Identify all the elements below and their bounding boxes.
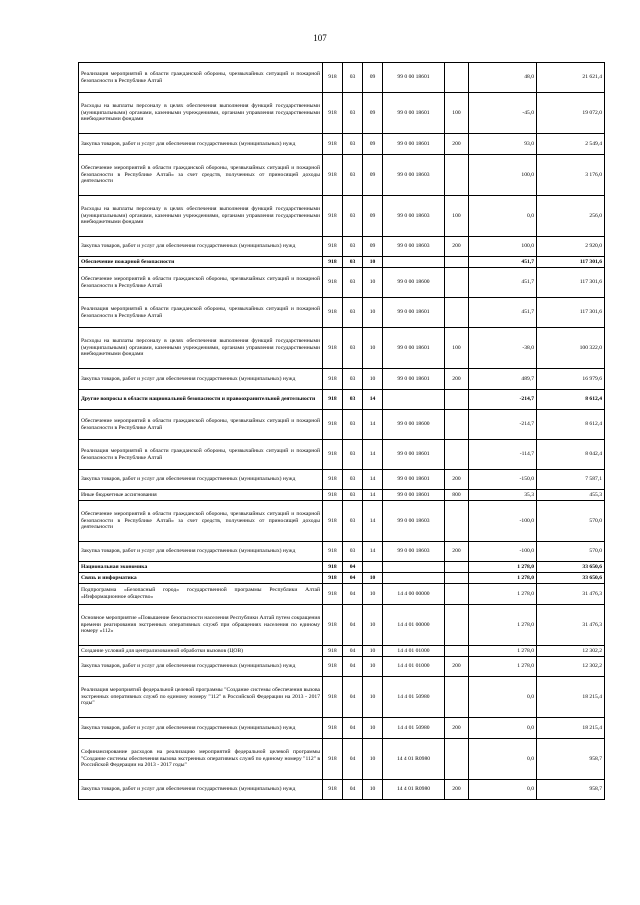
grbs-code-cell: 918: [323, 573, 343, 584]
grbs-code-cell: 918: [323, 440, 343, 470]
target-article-cell: 99 0 00 18600: [383, 410, 445, 440]
table-row: [79, 542, 605, 562]
target-article-cell: 14 4 01 R0980: [383, 780, 445, 800]
item-name-cell: Обеспечение мероприятий в области гражданской обороны, чрезвычайных ситуаций и пожарной безопасности в Республике Алтай: [79, 268, 323, 298]
grbs-code-cell: 918: [323, 257, 343, 268]
target-article-cell: [383, 257, 445, 268]
expense-type-cell: 200: [445, 657, 469, 677]
section-code-cell: 04: [343, 584, 363, 605]
expense-type-cell: [445, 677, 469, 718]
section-code-cell: 03: [343, 501, 363, 542]
expense-type-cell: [445, 155, 469, 196]
grbs-code-cell: 918: [323, 739, 343, 780]
total-amount-cell: 8 042,4: [537, 440, 605, 470]
section-code-cell: 03: [343, 369, 363, 390]
section-code-cell: 03: [343, 268, 363, 298]
table-row: [79, 470, 605, 490]
section-code-cell: 04: [343, 573, 363, 584]
budget-table-body: [79, 63, 605, 800]
target-article-cell: 99 0 00 18601: [383, 440, 445, 470]
target-article-cell: [383, 573, 445, 584]
section-code-cell: 03: [343, 328, 363, 369]
subsection-code-cell: [363, 562, 383, 573]
item-name-cell: Закупка товаров, работ и услуг для обеспечения государственных (муниципальных) нужд: [79, 542, 323, 562]
subsection-code-cell: 09: [363, 93, 383, 134]
total-amount-cell: 31 476,3: [537, 584, 605, 605]
item-name-cell: Закупка товаров, работ и услуг для обеспечения государственных (муниципальных) нужд: [79, 657, 323, 677]
total-amount-cell: 256,0: [537, 196, 605, 237]
total-amount-cell: 455,3: [537, 490, 605, 501]
expense-type-cell: [445, 739, 469, 780]
grbs-code-cell: 918: [323, 298, 343, 328]
change-amount-cell: 1 278,0: [469, 562, 537, 573]
expense-type-cell: 800: [445, 490, 469, 501]
total-amount-cell: 2 920,0: [537, 237, 605, 257]
table-row: [79, 501, 605, 542]
section-code-cell: 03: [343, 196, 363, 237]
item-name-cell: Другие вопросы в области национальной безопасности и правоохранительной деятельности: [79, 390, 323, 410]
expense-type-cell: 100: [445, 196, 469, 237]
item-name-cell: Связь и информатика: [79, 573, 323, 584]
target-article-cell: 99 0 00 18601: [383, 63, 445, 93]
subsection-code-cell: 10: [363, 573, 383, 584]
total-amount-cell: 33 650,6: [537, 573, 605, 584]
total-amount-cell: 7 587,1: [537, 470, 605, 490]
change-amount-cell: 0,0: [469, 677, 537, 718]
table-row: [79, 739, 605, 780]
subsection-code-cell: 14: [363, 542, 383, 562]
item-name-cell: Подпрограмма «Безопасный город» государственной программы Республики Алтай «Информационное общество»: [79, 584, 323, 605]
item-name-cell: Обеспечение мероприятий в области гражданской обороны, чрезвычайных ситуаций и пожарной безопасности в Республике Алтай» за счет средств, полученных от приносящей доходы деятельности: [79, 501, 323, 542]
item-name-cell: Обеспечение пожарной безопасности: [79, 257, 323, 268]
subsection-code-cell: 10: [363, 677, 383, 718]
target-article-cell: 99 0 00 18603: [383, 237, 445, 257]
table-row: [79, 257, 605, 268]
subsection-code-cell: 14: [363, 390, 383, 410]
item-name-cell: Закупка товаров, работ и услуг для обеспечения государственных (муниципальных) нужд: [79, 237, 323, 257]
total-amount-cell: 8 612,4: [537, 390, 605, 410]
subsection-code-cell: 09: [363, 134, 383, 155]
table-row: [79, 584, 605, 605]
total-amount-cell: 958,7: [537, 739, 605, 780]
total-amount-cell: 12 302,2: [537, 657, 605, 677]
subsection-code-cell: 14: [363, 501, 383, 542]
table-row: [79, 93, 605, 134]
change-amount-cell: -100,0: [469, 542, 537, 562]
subsection-code-cell: 10: [363, 718, 383, 739]
grbs-code-cell: 918: [323, 490, 343, 501]
change-amount-cell: 1 278,0: [469, 657, 537, 677]
table-row: [79, 369, 605, 390]
expense-type-cell: 100: [445, 93, 469, 134]
target-article-cell: 99 0 00 18603: [383, 155, 445, 196]
item-name-cell: Расходы на выплаты персоналу в целях обеспечения выполнения функций государственными (муниципальными) органами, казенными учреждениями, органами управления государственными внебюджетными фондами: [79, 328, 323, 369]
table-row: [79, 677, 605, 718]
item-name-cell: Закупка товаров, работ и услуг для обеспечения государственных (муниципальных) нужд: [79, 134, 323, 155]
subsection-code-cell: 10: [363, 646, 383, 657]
section-code-cell: 03: [343, 155, 363, 196]
item-name-cell: Закупка товаров, работ и услуг для обеспечения государственных (муниципальных) нужд: [79, 470, 323, 490]
expense-type-cell: 200: [445, 718, 469, 739]
grbs-code-cell: 918: [323, 562, 343, 573]
section-code-cell: 03: [343, 490, 363, 501]
section-code-cell: 03: [343, 63, 363, 93]
change-amount-cell: 0,0: [469, 196, 537, 237]
total-amount-cell: 100 322,0: [537, 328, 605, 369]
section-code-cell: 04: [343, 657, 363, 677]
expense-type-cell: 200: [445, 780, 469, 800]
grbs-code-cell: 918: [323, 93, 343, 134]
item-name-cell: Реализация мероприятий федеральной целевой программы "Создание системы обеспечения вызова экстренных оперативных служб по единому номеру "112" в Российской Федерации на 2013 - 2017 годы": [79, 677, 323, 718]
section-code-cell: 04: [343, 718, 363, 739]
target-article-cell: [383, 390, 445, 410]
item-name-cell: Иные бюджетные ассигнования: [79, 490, 323, 501]
subsection-code-cell: 14: [363, 470, 383, 490]
grbs-code-cell: 918: [323, 470, 343, 490]
section-code-cell: 04: [343, 562, 363, 573]
table-row: [79, 410, 605, 440]
grbs-code-cell: 918: [323, 155, 343, 196]
expense-type-cell: [445, 63, 469, 93]
expense-type-cell: [445, 410, 469, 440]
change-amount-cell: -100,0: [469, 501, 537, 542]
change-amount-cell: 93,0: [469, 134, 537, 155]
table-row: [79, 573, 605, 584]
item-name-cell: Реализация мероприятий в области гражданской обороны, чрезвычайных ситуаций и пожарной безопасности в Республике Алтай: [79, 298, 323, 328]
table-row: [79, 490, 605, 501]
target-article-cell: 14 4 01 01000: [383, 646, 445, 657]
expense-type-cell: [445, 268, 469, 298]
change-amount-cell: 1 278,0: [469, 605, 537, 646]
section-code-cell: 03: [343, 542, 363, 562]
change-amount-cell: 35,3: [469, 490, 537, 501]
grbs-code-cell: 918: [323, 63, 343, 93]
section-code-cell: 04: [343, 780, 363, 800]
change-amount-cell: -38,0: [469, 328, 537, 369]
expense-type-cell: [445, 298, 469, 328]
total-amount-cell: 18 215,4: [537, 677, 605, 718]
subsection-code-cell: 10: [363, 584, 383, 605]
change-amount-cell: -45,0: [469, 93, 537, 134]
table-row: [79, 237, 605, 257]
change-amount-cell: 100,0: [469, 155, 537, 196]
page-number: 107: [313, 33, 327, 43]
target-article-cell: 99 0 00 18601: [383, 490, 445, 501]
change-amount-cell: 0,0: [469, 739, 537, 780]
expense-type-cell: [445, 501, 469, 542]
grbs-code-cell: 918: [323, 780, 343, 800]
subsection-code-cell: 10: [363, 780, 383, 800]
section-code-cell: 03: [343, 298, 363, 328]
change-amount-cell: 489,7: [469, 369, 537, 390]
expense-type-cell: [445, 562, 469, 573]
section-code-cell: 03: [343, 390, 363, 410]
item-name-cell: Закупка товаров, работ и услуг для обеспечения государственных (муниципальных) нужд: [79, 718, 323, 739]
change-amount-cell: 451,7: [469, 298, 537, 328]
expense-type-cell: 100: [445, 328, 469, 369]
item-name-cell: Реализация мероприятий в области гражданской обороны, чрезвычайных ситуаций и пожарной безопасности в Республике Алтай: [79, 440, 323, 470]
expense-type-cell: [445, 390, 469, 410]
total-amount-cell: 31 476,3: [537, 605, 605, 646]
expense-type-cell: 200: [445, 369, 469, 390]
total-amount-cell: 21 621,4: [537, 63, 605, 93]
expense-type-cell: [445, 584, 469, 605]
table-row: [79, 562, 605, 573]
item-name-cell: Основное мероприятие «Повышение безопасности населения Республики Алтай путем сокращения времени реагирования экстренных оперативных служб при обращениях населения по единому номеру «112»: [79, 605, 323, 646]
target-article-cell: 99 0 00 18601: [383, 93, 445, 134]
change-amount-cell: 451,7: [469, 268, 537, 298]
total-amount-cell: 958,7: [537, 780, 605, 800]
subsection-code-cell: 10: [363, 605, 383, 646]
section-code-cell: 03: [343, 257, 363, 268]
section-code-cell: 04: [343, 646, 363, 657]
total-amount-cell: 117 301,6: [537, 298, 605, 328]
grbs-code-cell: 918: [323, 369, 343, 390]
change-amount-cell: 1 278,0: [469, 573, 537, 584]
subsection-code-cell: 14: [363, 490, 383, 501]
change-amount-cell: -150,0: [469, 470, 537, 490]
grbs-code-cell: 918: [323, 677, 343, 718]
target-article-cell: 99 0 00 18600: [383, 268, 445, 298]
table-row: [79, 390, 605, 410]
target-article-cell: 14 4 01 00000: [383, 605, 445, 646]
section-code-cell: 03: [343, 93, 363, 134]
grbs-code-cell: 918: [323, 657, 343, 677]
grbs-code-cell: 918: [323, 328, 343, 369]
item-name-cell: Обеспечение мероприятий в области гражданской обороны, чрезвычайных ситуаций и пожарной безопасности в Республике Алтай» за счет средств, полученных от приносящей доходы деятельности: [79, 155, 323, 196]
section-code-cell: 03: [343, 440, 363, 470]
table-row: [79, 155, 605, 196]
subsection-code-cell: 09: [363, 196, 383, 237]
grbs-code-cell: 918: [323, 410, 343, 440]
total-amount-cell: 117 301,6: [537, 268, 605, 298]
grbs-code-cell: 918: [323, 268, 343, 298]
target-article-cell: 14 4 01 50980: [383, 677, 445, 718]
grbs-code-cell: 918: [323, 718, 343, 739]
grbs-code-cell: 918: [323, 584, 343, 605]
grbs-code-cell: 918: [323, 196, 343, 237]
change-amount-cell: 48,0: [469, 63, 537, 93]
expense-type-cell: 200: [445, 542, 469, 562]
table-row: [79, 134, 605, 155]
change-amount-cell: -214,7: [469, 390, 537, 410]
section-code-cell: 04: [343, 605, 363, 646]
subsection-code-cell: 09: [363, 237, 383, 257]
expense-type-cell: [445, 257, 469, 268]
total-amount-cell: 3 176,0: [537, 155, 605, 196]
item-name-cell: Софинансирование расходов на реализацию мероприятий федеральной целевой программы "Создание системы обеспечения вызова экстренных оперативных служб по единому номеру "112" в Российской Федерации на 2013 - 2017 годы": [79, 739, 323, 780]
table-row: [79, 780, 605, 800]
item-name-cell: Обеспечение мероприятий в области гражданской обороны, чрезвычайных ситуаций и пожарной безопасности в Республике Алтай: [79, 410, 323, 440]
grbs-code-cell: 918: [323, 542, 343, 562]
total-amount-cell: 8 612,4: [537, 410, 605, 440]
table-row: [79, 268, 605, 298]
section-code-cell: 04: [343, 739, 363, 780]
change-amount-cell: 451,7: [469, 257, 537, 268]
item-name-cell: Расходы на выплаты персоналу в целях обеспечения выполнения функций государственными (муниципальными) органами, казенными учреждениями, органами управления государственными внебюджетными фондами: [79, 196, 323, 237]
grbs-code-cell: 918: [323, 237, 343, 257]
target-article-cell: 14 4 01 01000: [383, 657, 445, 677]
table-row: [79, 605, 605, 646]
subsection-code-cell: 10: [363, 657, 383, 677]
total-amount-cell: 33 650,6: [537, 562, 605, 573]
table-row: [79, 196, 605, 237]
subsection-code-cell: 10: [363, 369, 383, 390]
subsection-code-cell: 14: [363, 440, 383, 470]
subsection-code-cell: 14: [363, 410, 383, 440]
total-amount-cell: 570,0: [537, 542, 605, 562]
change-amount-cell: -114,7: [469, 440, 537, 470]
grbs-code-cell: 918: [323, 501, 343, 542]
table-row: [79, 63, 605, 93]
grbs-code-cell: 918: [323, 646, 343, 657]
total-amount-cell: 570,0: [537, 501, 605, 542]
target-article-cell: 14 4 01 R0980: [383, 739, 445, 780]
total-amount-cell: 19 072,0: [537, 93, 605, 134]
item-name-cell: Расходы на выплаты персоналу в целях обеспечения выполнения функций государственными (муниципальными) органами, казенными учреждениями, органами управления государственными внебюджетными фондами: [79, 93, 323, 134]
target-article-cell: 99 0 00 18601: [383, 470, 445, 490]
grbs-code-cell: 918: [323, 605, 343, 646]
expense-type-cell: [445, 573, 469, 584]
target-article-cell: 14 4 00 00000: [383, 584, 445, 605]
table-row: [79, 440, 605, 470]
item-name-cell: Закупка товаров, работ и услуг для обеспечения государственных (муниципальных) нужд: [79, 780, 323, 800]
change-amount-cell: 1 278,0: [469, 646, 537, 657]
target-article-cell: 99 0 00 18603: [383, 501, 445, 542]
change-amount-cell: -214,7: [469, 410, 537, 440]
table-row: [79, 657, 605, 677]
subsection-code-cell: 10: [363, 257, 383, 268]
subsection-code-cell: 10: [363, 739, 383, 780]
expense-type-cell: [445, 440, 469, 470]
section-code-cell: 03: [343, 410, 363, 440]
subsection-code-cell: 10: [363, 298, 383, 328]
item-name-cell: Закупка товаров, работ и услуг для обеспечения государственных (муниципальных) нужд: [79, 369, 323, 390]
target-article-cell: 99 0 00 18603: [383, 196, 445, 237]
section-code-cell: 03: [343, 237, 363, 257]
change-amount-cell: 100,0: [469, 237, 537, 257]
change-amount-cell: 0,0: [469, 718, 537, 739]
grbs-code-cell: 918: [323, 390, 343, 410]
expense-type-cell: [445, 646, 469, 657]
total-amount-cell: 117 301,6: [537, 257, 605, 268]
section-code-cell: 03: [343, 134, 363, 155]
subsection-code-cell: 10: [363, 268, 383, 298]
expense-type-cell: [445, 605, 469, 646]
target-article-cell: 14 4 01 50980: [383, 718, 445, 739]
target-article-cell: [383, 562, 445, 573]
item-name-cell: Национальная экономика: [79, 562, 323, 573]
section-code-cell: 03: [343, 470, 363, 490]
item-name-cell: Реализация мероприятий в области гражданской обороны, чрезвычайных ситуаций и пожарной безопасности в Республике Алтай: [79, 63, 323, 93]
expense-type-cell: 200: [445, 134, 469, 155]
change-amount-cell: 1 278,0: [469, 584, 537, 605]
table-row: [79, 646, 605, 657]
table-row: [79, 328, 605, 369]
budget-table: [78, 62, 605, 800]
target-article-cell: 99 0 00 18601: [383, 328, 445, 369]
item-name-cell: Создание условий для централизованной обработки вызовов (ЦОВ): [79, 646, 323, 657]
subsection-code-cell: 10: [363, 328, 383, 369]
target-article-cell: 99 0 00 18603: [383, 542, 445, 562]
target-article-cell: 99 0 00 18601: [383, 134, 445, 155]
subsection-code-cell: 09: [363, 63, 383, 93]
total-amount-cell: 2 549,4: [537, 134, 605, 155]
grbs-code-cell: 918: [323, 134, 343, 155]
total-amount-cell: 18 215,4: [537, 718, 605, 739]
expense-type-cell: 200: [445, 237, 469, 257]
expense-type-cell: 200: [445, 470, 469, 490]
table-row: [79, 718, 605, 739]
change-amount-cell: 0,0: [469, 780, 537, 800]
section-code-cell: 04: [343, 677, 363, 718]
table-row: [79, 298, 605, 328]
subsection-code-cell: 09: [363, 155, 383, 196]
target-article-cell: 99 0 00 18601: [383, 298, 445, 328]
total-amount-cell: 16 979,6: [537, 369, 605, 390]
target-article-cell: 99 0 00 18601: [383, 369, 445, 390]
total-amount-cell: 12 302,2: [537, 646, 605, 657]
